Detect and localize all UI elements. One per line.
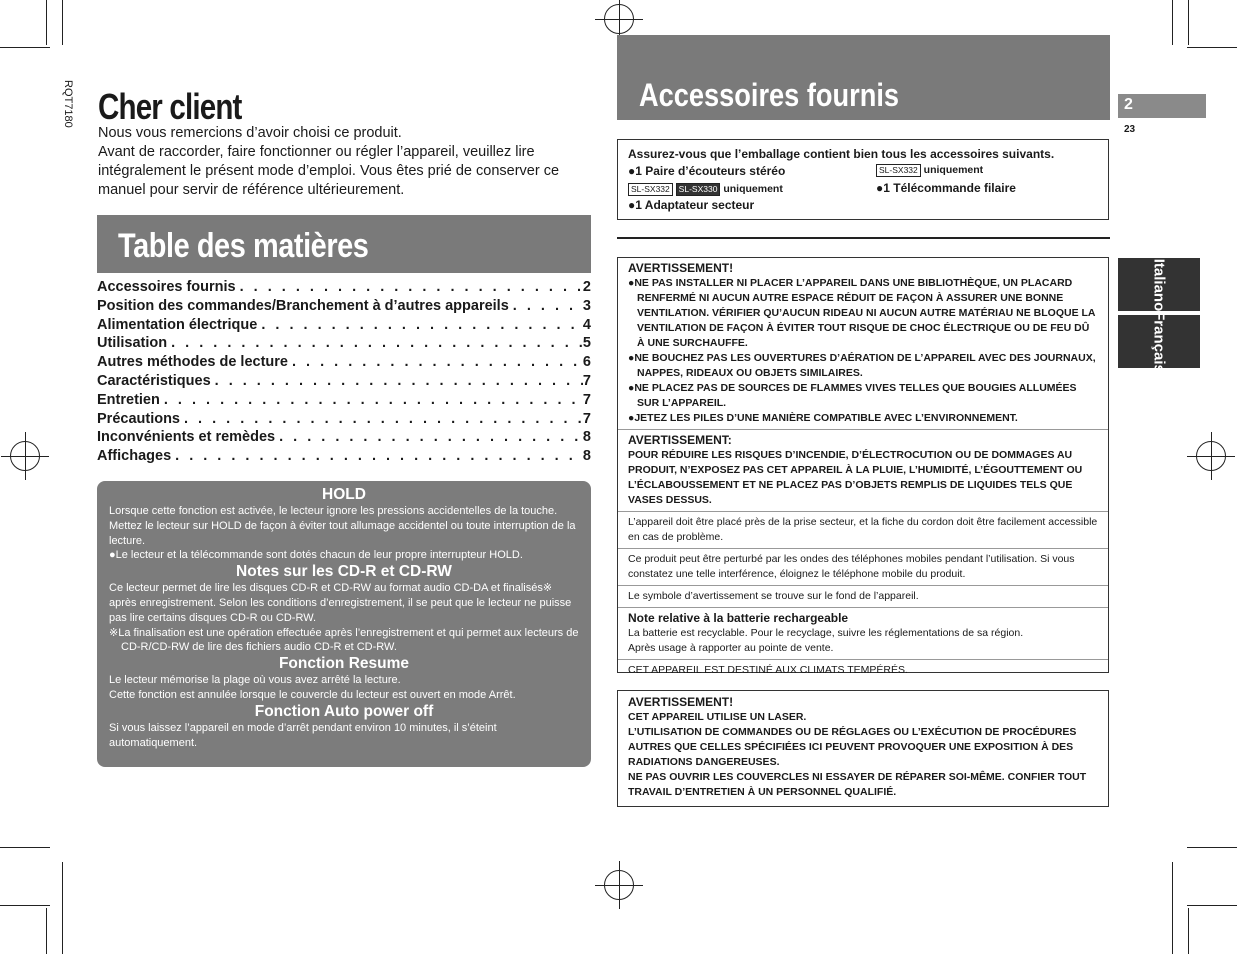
page-number-box — [1118, 94, 1206, 118]
crop-mark — [1187, 847, 1237, 848]
document-code: RQT7180 — [62, 80, 74, 128]
toc-item[interactable] — [97, 410, 591, 429]
warning-title: AVERTISSEMENT: — [628, 433, 732, 447]
toc-item[interactable] — [97, 447, 591, 466]
toc-item-page: 6 — [582, 354, 591, 371]
crop-mark — [0, 847, 50, 848]
toc-item[interactable] — [97, 297, 591, 316]
warning-text: POUR RÉDUIRE LES RISQUES D’INCENDIE, D’ÉLECTROCUTION OU DE DOMMAGES AU PRODUIT, N’EXPOSEZ PAS CET APPAREIL À LA PLUIE, L’HUMIDITÉ, L’ÉGOUTTEMENT OU L’ÉCLABOUSSEMENT ET NE PLACEZ PAS D’OBJETS REMPLIS DE LIQUIDES TELS QUE VASES DESSUS. — [628, 449, 1083, 506]
battery-title: Note relative à la batterie rechargeable — [628, 611, 849, 625]
toc-item-page: 5 — [582, 335, 591, 352]
cdr-text: Ce lecteur permet de lire les disques CD-R et CD-RW au format audio CD-DA et finalisés※ après enregistrement. Selon les conditions d’enregistrement, il se peut que le lecteur ne puisse pas lire certains disques CD-R ou CD-RW. — [109, 582, 572, 624]
toc-item-page: 3 — [582, 297, 591, 314]
page-title: Cher client — [98, 86, 242, 127]
crop-mark — [1172, 862, 1173, 954]
resume-heading: Fonction Resume — [278, 655, 410, 673]
model-note — [876, 164, 983, 177]
laser-warning-box — [617, 690, 1109, 807]
crop-mark — [1188, 0, 1189, 45]
model-note — [628, 183, 783, 196]
resume-text: Le lecteur mémorise la plage où vous avez arrêté la lecture. Cette fonction est annulée lorsque le couvercle du lecteur est ouvert en mode Arrêt. — [109, 674, 516, 701]
warnings-box — [617, 257, 1109, 676]
model-tag: SL-SX332 — [628, 183, 673, 196]
toc-item-page: 7 — [582, 391, 591, 408]
accessory-item: ●1 Télécommande filaire — [876, 181, 1016, 195]
toc-item-label: Alimentation électrique — [97, 316, 258, 333]
laser-warning-title: AVERTISSEMENT! — [628, 695, 734, 709]
battery-section — [618, 608, 1108, 660]
toc-item-page: 7 — [582, 372, 591, 389]
language-tab-francais[interactable] — [1118, 310, 1200, 373]
crop-mark — [1187, 47, 1237, 48]
hold-text: Lorsque cette fonction est activée, le lecteur ignore les pressions accidentelles de la touche. Mettez le lecteur sur HOLD de façon à éviter tout allumage accidentel ou toute interruption de la lecture. — [109, 505, 576, 547]
crop-mark — [1188, 908, 1189, 954]
toc-item-page: 8 — [582, 429, 591, 446]
toc-item-label: Utilisation — [97, 335, 168, 352]
climate-notice: CET APPAREIL EST DESTINÉ AUX CLIMATS TEMPÉRÉS. — [628, 664, 908, 676]
info-box — [97, 481, 591, 767]
cdr-note: ※La finalisation est une opération effectuée après l’enregistrement et qui permet aux lecteurs de CD-R/CD-RW de lire des fichiers audio CD-R et CD-RW. — [109, 626, 579, 654]
toc-heading-bar — [97, 215, 591, 273]
crop-mark — [62, 0, 63, 45]
toc-item-label: Entretien — [97, 391, 160, 408]
intro-text: Nous vous remercions d’avoir choisi ce produit. Avant de raccorder, faire fonctionner ou régler l’appareil, veuillez lire intégralement le présent mode d’emploi. Vous êtes prié de conserver ce manuel pour servir de référence ultérieurement. — [98, 125, 560, 198]
accessory-item: ●1 Paire d’écouteurs stéréo — [628, 164, 786, 178]
table-of-contents — [97, 278, 591, 466]
toc-item-page: 7 — [582, 410, 591, 427]
warning-bullet: ●JETEZ LES PILES D’UNE MANIÈRE COMPATIBLE AVEC L’ENVIRONNEMENT. — [628, 412, 1018, 424]
crop-mark — [1172, 0, 1173, 45]
toc-item-page: 4 — [582, 316, 591, 333]
language-tab-italiano[interactable] — [1118, 258, 1200, 311]
page-number: 2 — [1124, 96, 1133, 113]
toc-item-label: Inconvénients et remèdes — [97, 429, 276, 446]
laser-warning-text: CET APPAREIL UTILISE UN LASER. L’UTILISATION DE COMMANDES OU DE RÉGLAGES OU L’EXÉCUTION DE PROCÉDURES AUTRES QUE CELLES SPÉCIFIÉES ICI PEUVENT PROVOQUER UNE EXPOSITION À DES RADIATIONS DANGEREUSES. NE PAS OUVRIR LES COUVERCLES NI ESSAYER DE RÉPARER SOI-MÊME. CONFIER TOUT TRAVAIL D’ENTRETIEN À UN PERSONNEL QUALIFIÉ. — [628, 711, 1087, 798]
divider — [617, 237, 1110, 239]
toc-item[interactable] — [97, 316, 591, 335]
warning-bullet: ●NE PLACEZ PAS DE SOURCES DE FLAMMES VIVES TELLES QUE BOUGIES ALLUMÉES SUR L’APPAREIL. — [628, 382, 1077, 409]
language-label: Français — [1150, 310, 1168, 373]
crop-mark — [62, 862, 63, 954]
crop-mark — [46, 0, 47, 45]
accessories-heading: Accessoires fournis — [639, 77, 900, 113]
auto-off-text: Si vous laissez l’appareil en mode d’arrêt pendant environ 10 minutes, il s’éteint automatiquement. — [109, 721, 497, 749]
page-sub-number: 23 — [1124, 124, 1136, 135]
notice-text: Ce produit peut être perturbé par les ondes des téléphones mobiles pendant l’utilisation. Si vous constatez une telle interférence, éloignez le téléphone mobile du produit. — [618, 549, 1108, 586]
crop-mark — [46, 908, 47, 954]
model-tag: SL-SX332 — [876, 164, 921, 177]
accessories-box — [617, 139, 1109, 220]
toc-item-label: Précautions — [97, 410, 180, 427]
toc-item-label: Caractéristiques — [97, 372, 211, 389]
accessories-intro: Assurez-vous que l’emballage contient bien tous les accessoires suivants. — [628, 147, 1055, 161]
toc-item[interactable] — [97, 353, 591, 372]
only-label: uniquement — [923, 164, 984, 176]
warning-section — [618, 430, 1108, 512]
warning-bullet: ●NE BOUCHEZ PAS LES OUVERTURES D’AÉRATION DE L’APPAREIL AVEC DES JOURNAUX, NAPPES, RIDEAUX OU OBJETS SIMILAIRES. — [628, 352, 1096, 379]
notice-text: Le symbole d’avertissement se trouve sur le fond de l’appareil. — [618, 586, 1108, 608]
toc-item[interactable] — [97, 278, 591, 297]
warning-bullet: ●NE PAS INSTALLER NI PLACER L’APPAREIL DANS UNE BIBLIOTHÈQUE, UN PLACARD RENFERMÉ NI AUCUN AUTRE ESPACE RÉDUIT DE FAÇON À ASSURER UNE BONNE VENTILATION. VÉRIFIER QU’AUCUN RIDEAU NI AUCUN AUTRE MATÉRIAU NE BLOQUE LA VENTILATION DE FAÇON À ÉVITER TOUT RISQUE DE CHOC ÉLECTRIQUE OU DE FEU DÛ À UNE SURCHAUFFE. — [628, 277, 1096, 349]
registration-mark — [604, 4, 634, 34]
toc-item[interactable] — [97, 391, 591, 410]
accessory-item: ●1 Adaptateur secteur — [628, 198, 755, 212]
accessories-heading-bar — [617, 35, 1110, 120]
language-label: Italiano — [1150, 258, 1168, 311]
hold-heading: HOLD — [322, 486, 366, 503]
toc-item-page: 2 — [582, 279, 591, 295]
registration-mark — [604, 870, 634, 900]
warning-section — [618, 258, 1108, 430]
toc-item-page: 8 — [582, 448, 591, 465]
crop-mark — [1187, 905, 1237, 906]
toc-item-label: Accessoires fournis — [97, 279, 236, 295]
warning-title: AVERTISSEMENT! — [628, 261, 734, 275]
crop-mark — [0, 905, 50, 906]
hold-bullet: ●Le lecteur et la télécommande sont dotés chacun de leur propre interrupteur HOLD. — [109, 549, 523, 562]
toc-item-label: Affichages — [97, 448, 172, 465]
toc-heading: Table des matières — [118, 227, 369, 265]
toc-item-label: Autres méthodes de lecture — [97, 354, 288, 371]
toc-item-label: Position des commandes/Branchement à d’autres appareils — [97, 297, 509, 314]
notice-text: L’appareil doit être placé près de la prise secteur, et la fiche du cordon doit être facilement accessible en cas de problème. — [618, 512, 1108, 549]
crop-mark — [0, 47, 50, 48]
toc-item[interactable] — [97, 428, 591, 447]
cdr-heading: Notes sur les CD-R et CD-RW — [236, 563, 452, 581]
registration-mark — [10, 441, 40, 471]
toc-item[interactable] — [97, 372, 591, 391]
only-label: uniquement — [723, 183, 783, 195]
battery-text: La batterie est recyclable. Pour le recyclage, suivre les réglementations de sa région. Après usage à rapporter au pointe de vente. — [628, 627, 1024, 654]
model-tag: SL-SX330 — [676, 183, 721, 196]
toc-item[interactable] — [97, 334, 591, 353]
auto-off-heading: Fonction Auto power off — [254, 702, 434, 720]
registration-mark — [1196, 441, 1226, 471]
